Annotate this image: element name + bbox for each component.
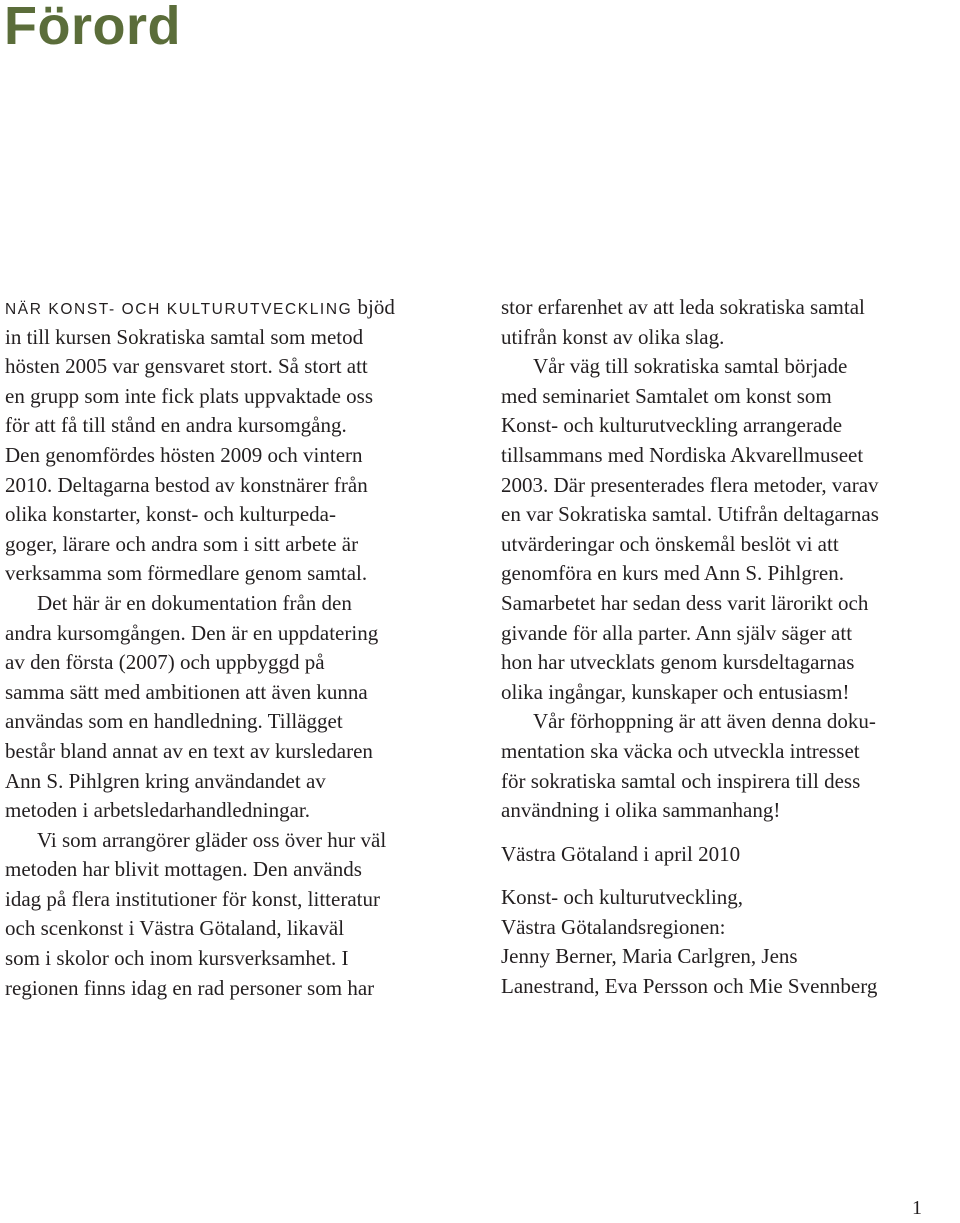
paragraph-line: utvärderingar och önskemål beslöt vi att	[501, 531, 839, 556]
paragraph-line: mentation ska väcka och utveckla intresset	[501, 738, 860, 763]
paragraph-line: består bland annat av en text av kursledaren	[5, 738, 373, 763]
paragraph-line: utifrån konst av olika slag.	[501, 324, 725, 349]
paragraph-line: och scenkonst i Västra Götaland, likaväl	[5, 916, 345, 941]
paragraph-line: Samarbetet har sedan dess varit lärorikt och	[501, 590, 869, 615]
paragraph-line: användas som en handledning. Tillägget	[5, 709, 343, 734]
signature-line: Lanestrand, Eva Persson och Mie Svennberg	[501, 974, 878, 999]
paragraph-line: verksamma som förmedlare genom samtal.	[5, 561, 368, 586]
paragraph-line: med seminariet Samtalet om konst som	[501, 383, 832, 408]
paragraph-line: Vår förhoppning är att även denna doku-	[533, 709, 876, 734]
paragraph-line: andra kursomgången. Den är en uppdatering	[5, 620, 379, 645]
paragraph-line-text: bjöd	[352, 295, 395, 319]
paragraph-line: in till kursen Sokratiska samtal som metod	[5, 324, 364, 349]
paragraph-line	[5, 293, 475, 323]
paragraph-line: Vi som arrangörer gläder oss över hur väl	[37, 827, 387, 852]
paragraph-line: hösten 2005 var gensvaret stort. Så stort att	[5, 354, 368, 379]
paragraph-line: Ann S. Pihlgren kring användandet av	[5, 768, 326, 793]
paragraph-line: regionen finns idag en rad personer som har	[5, 975, 375, 1000]
paragraph-line: olika ingångar, kunskaper och entusiasm!	[501, 679, 850, 704]
paragraph-line: Den genomfördes hösten 2009 och vintern	[5, 442, 363, 467]
paragraph-line: för att få till stånd en andra kursomgång.	[5, 413, 347, 438]
paragraph-line: metoden i arbetsledarhandledningar.	[5, 798, 310, 823]
signature-line: Jenny Berner, Maria Carlgren, Jens	[501, 944, 798, 969]
paragraph-line: som i skolor och inom kursverksamhet. I	[5, 946, 349, 971]
paragraph-line: Konst- och kulturutveckling arrangerade	[501, 413, 843, 438]
paragraph-line: hon har utvecklats genom kursdeltagarnas	[501, 650, 855, 675]
paragraph-line: stor erfarenhet av att leda sokratiska samtal	[501, 295, 865, 319]
paragraph-line: metoden har blivit mottagen. Den används	[5, 857, 362, 882]
left-column	[5, 293, 475, 1003]
paragraph-line: Det här är en dokumentation från den	[37, 590, 352, 615]
page-number: 1	[912, 1197, 922, 1219]
page-title: Förord	[4, 0, 181, 56]
signature-line: Konst- och kulturutveckling,	[501, 885, 744, 910]
right-column	[501, 293, 956, 1002]
paragraph-line: en var Sokratiska samtal. Utifrån deltagarnas	[501, 502, 879, 527]
paragraph-line: olika konstarter, konst- och kulturpeda-	[5, 502, 336, 527]
paragraph-line: givande för alla parter. Ann själv säger att	[501, 620, 853, 645]
place-date: Västra Götaland i april 2010	[501, 841, 741, 866]
paragraph-line: samma sätt med ambitionen att även kunna	[5, 679, 368, 704]
paragraph-line: användning i olika sammanhang!	[501, 798, 781, 823]
paragraph-line: tillsammans med Nordiska Akvarellmuseet	[501, 442, 864, 467]
paragraph-line: goger, lärare och andra som i sitt arbete är	[5, 531, 359, 556]
paragraph-line: Vår väg till sokratiska samtal började	[533, 354, 848, 379]
spacer	[501, 869, 956, 883]
paragraph-line: idag på flera institutioner för konst, litteratur	[5, 886, 380, 911]
paragraph-line: 2003. Där presenterades flera metoder, varav	[501, 472, 879, 497]
paragraph-line: genomföra en kurs med Ann S. Pihlgren.	[501, 561, 844, 586]
paragraph-line: 2010. Deltagarna bestod av konstnärer från	[5, 472, 368, 497]
spacer	[501, 826, 956, 840]
lead-in-smallcaps: NÄR KONST- OCH KULTURUTVECKLING	[5, 301, 353, 318]
paragraph-line: för sokratiska samtal och inspirera till dess	[501, 768, 861, 793]
signature-line: Västra Götalandsregionen:	[501, 914, 726, 939]
paragraph-line: en grupp som inte fick plats uppvaktade oss	[5, 383, 374, 408]
paragraph-line: av den första (2007) och uppbyggd på	[5, 650, 325, 675]
